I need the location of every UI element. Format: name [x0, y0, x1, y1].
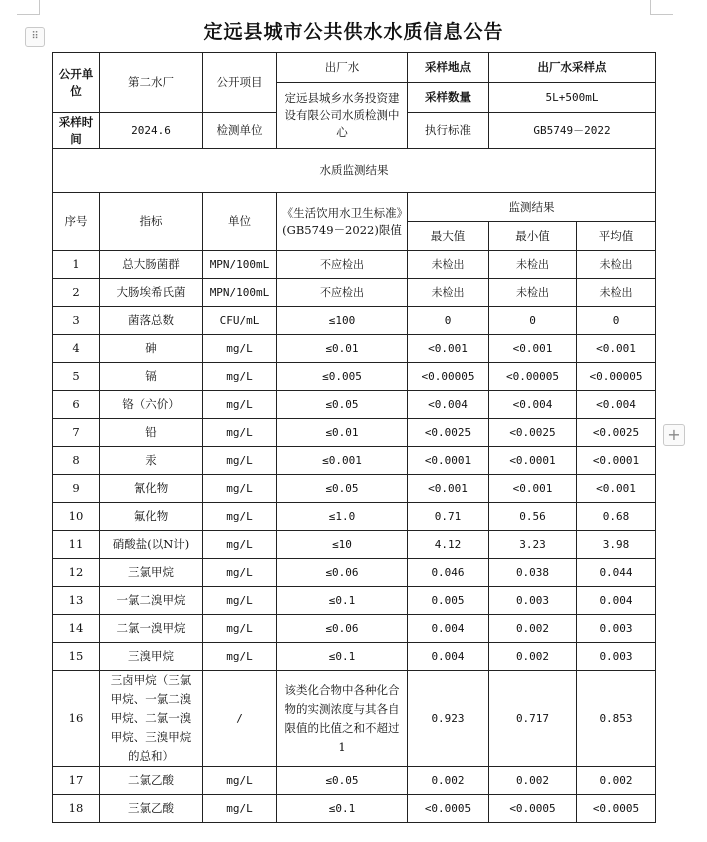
cell-unit: mg/L	[203, 391, 277, 419]
sampling-qty-value: 5L+500mL	[489, 83, 656, 113]
table-row	[53, 475, 656, 503]
cell-avg: <0.0025	[577, 419, 656, 447]
sampling-location-label: 采样地点	[408, 53, 489, 83]
cell-unit: MPN/100mL	[203, 251, 277, 279]
page-title: 定远县城市公共供水水质信息公告	[203, 21, 504, 43]
disclosure-item-value: 出厂水	[277, 53, 408, 83]
cell-seq: 6	[53, 391, 100, 419]
cell-avg: 0.003	[577, 615, 656, 643]
cell-indicator: 总大肠菌群	[100, 251, 203, 279]
cell-indicator: 三氯甲烷	[100, 559, 203, 587]
cell-min: <0.001	[489, 475, 577, 503]
page-corner-mark-right	[650, 0, 673, 15]
cell-limit: ≤1.0	[277, 503, 408, 531]
cell-unit: MPN/100mL	[203, 279, 277, 307]
cell-indicator: 菌落总数	[100, 307, 203, 335]
cell-seq: 3	[53, 307, 100, 335]
cell-avg: <0.00005	[577, 363, 656, 391]
cell-seq: 16	[53, 671, 100, 767]
cell-max: <0.0001	[408, 447, 489, 475]
cell-seq: 12	[53, 559, 100, 587]
cell-max: 0	[408, 307, 489, 335]
header-results: 监测结果	[408, 193, 656, 222]
cell-unit: mg/L	[203, 615, 277, 643]
cell-min: <0.0005	[489, 795, 577, 823]
cell-indicator: 铅	[100, 419, 203, 447]
standard-label: 执行标准	[408, 113, 489, 149]
cell-min: 0	[489, 307, 577, 335]
cell-min: <0.0025	[489, 419, 577, 447]
cell-seq: 9	[53, 475, 100, 503]
cell-unit: mg/L	[203, 767, 277, 795]
standard-value: GB5749－2022	[489, 113, 656, 149]
cell-avg: 0.68	[577, 503, 656, 531]
cell-avg: <0.004	[577, 391, 656, 419]
cell-max: <0.0025	[408, 419, 489, 447]
cell-avg: 0.003	[577, 643, 656, 671]
table-row	[53, 279, 656, 307]
testing-unit-value: 定远县城乡水务投资建设有限公司水质检测中心	[277, 83, 408, 149]
testing-unit-label: 检测单位	[203, 113, 277, 149]
table-body	[53, 53, 656, 823]
table-row	[53, 307, 656, 335]
cell-unit: mg/L	[203, 531, 277, 559]
cell-min: 3.23	[489, 531, 577, 559]
header-max: 最大值	[408, 222, 489, 251]
cell-limit: ≤0.005	[277, 363, 408, 391]
sampling-time-value: 2024.6	[100, 113, 203, 149]
cell-avg: 未检出	[577, 251, 656, 279]
cell-limit: ≤0.06	[277, 559, 408, 587]
cell-max: 0.002	[408, 767, 489, 795]
cell-seq: 8	[53, 447, 100, 475]
cell-avg: 0.002	[577, 767, 656, 795]
cell-seq: 18	[53, 795, 100, 823]
cell-min: 未检出	[489, 279, 577, 307]
cell-unit: mg/L	[203, 643, 277, 671]
cell-indicator: 氰化物	[100, 475, 203, 503]
table-row	[53, 363, 656, 391]
cell-max: <0.00005	[408, 363, 489, 391]
table-row	[53, 615, 656, 643]
cell-min: 0.038	[489, 559, 577, 587]
page-corner-mark-left	[17, 0, 40, 15]
cell-indicator: 砷	[100, 335, 203, 363]
table-row	[53, 587, 656, 615]
cell-indicator: 铬（六价）	[100, 391, 203, 419]
cell-min: 未检出	[489, 251, 577, 279]
cell-indicator: 大肠埃希氏菌	[100, 279, 203, 307]
sampling-location-value: 出厂水采样点	[489, 53, 656, 83]
header-min: 最小值	[489, 222, 577, 251]
cell-max: <0.001	[408, 335, 489, 363]
cell-limit: ≤0.1	[277, 587, 408, 615]
cell-min: 0.002	[489, 615, 577, 643]
sampling-time-label: 采样时间	[53, 113, 100, 149]
cell-seq: 15	[53, 643, 100, 671]
cell-unit: mg/L	[203, 587, 277, 615]
cell-min: 0.002	[489, 643, 577, 671]
cell-avg: 0	[577, 307, 656, 335]
cell-seq: 13	[53, 587, 100, 615]
table-row	[53, 559, 656, 587]
header-avg: 平均值	[577, 222, 656, 251]
cell-limit: ≤0.06	[277, 615, 408, 643]
cell-limit: ≤0.05	[277, 767, 408, 795]
add-column-button[interactable]: +	[663, 424, 685, 446]
cell-unit: mg/L	[203, 335, 277, 363]
header-limit: 《生活饮用水卫生标准》(GB5749－2022)限值	[277, 193, 408, 251]
cell-unit: mg/L	[203, 559, 277, 587]
cell-min: <0.00005	[489, 363, 577, 391]
cell-max: <0.004	[408, 391, 489, 419]
table-move-handle-icon[interactable]: ⠿	[25, 27, 45, 47]
cell-seq: 10	[53, 503, 100, 531]
cell-limit: ≤0.1	[277, 795, 408, 823]
disclosure-unit-value: 第二水厂	[100, 53, 203, 113]
cell-indicator: 二氯一溴甲烷	[100, 615, 203, 643]
cell-avg: <0.0005	[577, 795, 656, 823]
cell-avg: 3.98	[577, 531, 656, 559]
cell-min: 0.56	[489, 503, 577, 531]
cell-min: 0.717	[489, 671, 577, 767]
cell-min: <0.0001	[489, 447, 577, 475]
cell-limit: ≤0.05	[277, 475, 408, 503]
table-row	[53, 671, 656, 767]
sampling-qty-label: 采样数量	[408, 83, 489, 113]
table-row	[53, 795, 656, 823]
cell-unit: mg/L	[203, 363, 277, 391]
cell-max: 4.12	[408, 531, 489, 559]
cell-max: 未检出	[408, 279, 489, 307]
cell-limit: ≤10	[277, 531, 408, 559]
cell-unit: mg/L	[203, 475, 277, 503]
cell-limit: ≤0.001	[277, 447, 408, 475]
table-row	[53, 335, 656, 363]
cell-indicator: 镉	[100, 363, 203, 391]
cell-seq: 1	[53, 251, 100, 279]
cell-limit: ≤0.1	[277, 643, 408, 671]
cell-limit: 该类化合物中各种化合物的实测浓度与其各自限值的比值之和不超过1	[277, 671, 408, 767]
cell-indicator: 三氯乙酸	[100, 795, 203, 823]
table-row	[53, 251, 656, 279]
cell-max: 未检出	[408, 251, 489, 279]
cell-unit: /	[203, 671, 277, 767]
cell-unit: CFU/mL	[203, 307, 277, 335]
header-seq: 序号	[53, 193, 100, 251]
table-row	[53, 391, 656, 419]
cell-min: <0.004	[489, 391, 577, 419]
cell-seq: 11	[53, 531, 100, 559]
cell-max: <0.001	[408, 475, 489, 503]
cell-unit: mg/L	[203, 795, 277, 823]
disclosure-item-label: 公开项目	[203, 53, 277, 113]
cell-min: 0.003	[489, 587, 577, 615]
cell-limit: 不应检出	[277, 279, 408, 307]
cell-unit: mg/L	[203, 419, 277, 447]
table-row	[53, 447, 656, 475]
cell-max: 0.005	[408, 587, 489, 615]
header-unit: 单位	[203, 193, 277, 251]
table-row	[53, 643, 656, 671]
cell-indicator: 汞	[100, 447, 203, 475]
cell-indicator: 硝酸盐(以N计)	[100, 531, 203, 559]
table-row	[53, 767, 656, 795]
cell-indicator: 氟化物	[100, 503, 203, 531]
disclosure-unit-label: 公开单位	[53, 53, 100, 113]
cell-unit: mg/L	[203, 447, 277, 475]
cell-avg: <0.001	[577, 335, 656, 363]
table-row	[53, 503, 656, 531]
cell-indicator: 二氯乙酸	[100, 767, 203, 795]
water-quality-table	[52, 52, 656, 823]
cell-avg: 0.853	[577, 671, 656, 767]
cell-avg: <0.001	[577, 475, 656, 503]
cell-indicator: 三溴甲烷	[100, 643, 203, 671]
cell-indicator: 三卤甲烷（三氯甲烷、一氯二溴甲烷、二氯一溴甲烷、三溴甲烷的总和）	[100, 671, 203, 767]
cell-seq: 7	[53, 419, 100, 447]
cell-unit: mg/L	[203, 503, 277, 531]
cell-seq: 17	[53, 767, 100, 795]
cell-max: 0.004	[408, 643, 489, 671]
cell-avg: <0.0001	[577, 447, 656, 475]
cell-limit: ≤0.01	[277, 419, 408, 447]
table-row	[53, 531, 656, 559]
table-row	[53, 419, 656, 447]
cell-limit: 不应检出	[277, 251, 408, 279]
cell-seq: 4	[53, 335, 100, 363]
cell-seq: 2	[53, 279, 100, 307]
cell-avg: 0.044	[577, 559, 656, 587]
cell-seq: 14	[53, 615, 100, 643]
cell-indicator: 一氯二溴甲烷	[100, 587, 203, 615]
cell-max: 0.71	[408, 503, 489, 531]
cell-max: <0.0005	[408, 795, 489, 823]
cell-max: 0.004	[408, 615, 489, 643]
cell-avg: 0.004	[577, 587, 656, 615]
cell-limit: ≤0.01	[277, 335, 408, 363]
cell-seq: 5	[53, 363, 100, 391]
cell-avg: 未检出	[577, 279, 656, 307]
cell-max: 0.923	[408, 671, 489, 767]
cell-min: 0.002	[489, 767, 577, 795]
section-title: 水质监测结果	[53, 149, 656, 193]
header-indicator: 指标	[100, 193, 203, 251]
cell-min: <0.001	[489, 335, 577, 363]
cell-max: 0.046	[408, 559, 489, 587]
cell-limit: ≤0.05	[277, 391, 408, 419]
cell-limit: ≤100	[277, 307, 408, 335]
